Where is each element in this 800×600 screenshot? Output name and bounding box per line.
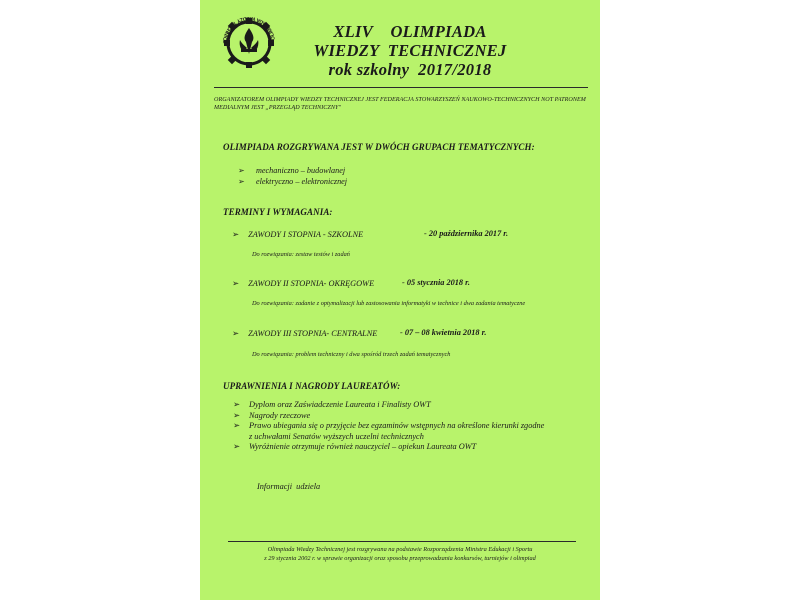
stage-date: - 05 stycznia 2018 r. bbox=[402, 278, 470, 287]
olympiad-logo-icon bbox=[216, 10, 282, 76]
document-page bbox=[200, 0, 600, 600]
bullet-arrow-icon: ➢ bbox=[233, 400, 240, 409]
bullet-arrow-icon: ➢ bbox=[233, 421, 240, 431]
stage-3 bbox=[232, 328, 487, 338]
terms-heading: TERMINY I WYMAGANIA: bbox=[223, 207, 333, 217]
stage-label: ZAWODY I STOPNIA - SZKOLNE bbox=[248, 230, 364, 239]
document-title bbox=[290, 22, 530, 79]
list-item bbox=[238, 176, 347, 187]
bullet-arrow-icon: ➢ bbox=[233, 410, 240, 420]
title-line-2: WIEDZY TECHNICZNEJ bbox=[313, 41, 507, 60]
stage-2 bbox=[232, 278, 470, 288]
bullet-arrow-icon: ➢ bbox=[232, 230, 239, 239]
bullet-arrow-icon: ➢ bbox=[232, 279, 239, 288]
groups-list bbox=[238, 165, 347, 187]
laureate-benefit: Prawo ubiegania się o przyjęcie bez egzaminów wstępnych na określone kierunki zgodne z uchwałami Senatów wyższych uczelni technicznych bbox=[249, 421, 545, 441]
stage-label: ZAWODY II STOPNIA- OKRĘGOWE bbox=[248, 279, 375, 288]
contact-info: Informacji udziela bbox=[257, 482, 321, 491]
stage-3-note: Do rozwiązania: problem techniczny i dwa spośród trzech zadań tematycznych bbox=[252, 351, 451, 358]
title-line-3: rok szkolny 2017/2018 bbox=[328, 60, 492, 79]
organizer-note: ORGANIZATOREM OLIMPIADY WIEDZY TECHNICZNEJ JEST FEDERACJA STOWARZYSZEŃ NAUKOWO-TECHNICZNYCH NOT PATRONEM MEDIALNYM JEST „PRZEGLĄD TECHNICZNY" bbox=[214, 97, 586, 111]
laureates-heading: UPRAWNIENIA I NAGRODY LAUREATÓW: bbox=[223, 381, 401, 391]
footer-divider bbox=[228, 541, 576, 542]
list-item bbox=[233, 411, 549, 422]
stage-date: - 20 października 2017 r. bbox=[424, 229, 509, 238]
bullet-arrow-icon: ➢ bbox=[238, 166, 245, 175]
list-item bbox=[233, 421, 549, 442]
stage-label: ZAWODY III STOPNIA- CENTRALNE bbox=[248, 329, 378, 338]
stage-1-note: Do rozwiązania: zestaw testów i zadań bbox=[252, 251, 350, 258]
stage-1 bbox=[232, 229, 509, 239]
stage-2-note: Do rozwiązania: zadanie z optymalizacji lub zastosowania informatyki w technice i dwa zadania tematyczne bbox=[252, 300, 526, 307]
laureate-benefit: Wyróżnienie otrzymuje również nauczyciel – opiekun Laureata OWT bbox=[249, 442, 477, 452]
list-item bbox=[238, 165, 347, 176]
footer-line-1: Olimpiada Wiedzy Technicznej jest rozgrywana na podstawie Rozporządzenia Ministra Edukacji i Sportu bbox=[267, 546, 533, 553]
stage-date: - 07 – 08 kwietnia 2018 r. bbox=[400, 328, 487, 337]
laureate-benefit: Dyplom oraz Zaświadczenie Laureata i Finalisty OWT bbox=[249, 400, 431, 409]
logo-ring-text: OLIMPIADA WIEDZY TECHNICZ bbox=[220, 14, 277, 44]
groups-heading: OLIMPIADA ROZGRYWANA JEST W DWÓCH GRUPACH TEMATYCZNYCH: bbox=[223, 142, 535, 152]
list-item bbox=[233, 442, 549, 453]
bullet-arrow-icon: ➢ bbox=[232, 329, 239, 338]
title-line-1: XLIV OLIMPIADA bbox=[333, 22, 487, 41]
list-item bbox=[233, 400, 549, 411]
group-label: elektryczno – elektronicznej bbox=[256, 177, 348, 186]
laureates-list bbox=[233, 400, 549, 453]
header-divider bbox=[214, 87, 588, 88]
footer-line-2: z 29 stycznia 2002 r. w sprawie organizacji oraz sposobu przeprowadzania konkursów, turniejów i olimpiad bbox=[264, 554, 536, 562]
group-label: mechaniczno – budowlanej bbox=[256, 166, 346, 175]
bullet-arrow-icon: ➢ bbox=[238, 177, 245, 186]
laureate-benefit: Nagrody rzeczowe bbox=[249, 410, 311, 420]
bullet-arrow-icon: ➢ bbox=[233, 442, 240, 452]
footer-note bbox=[210, 546, 590, 563]
